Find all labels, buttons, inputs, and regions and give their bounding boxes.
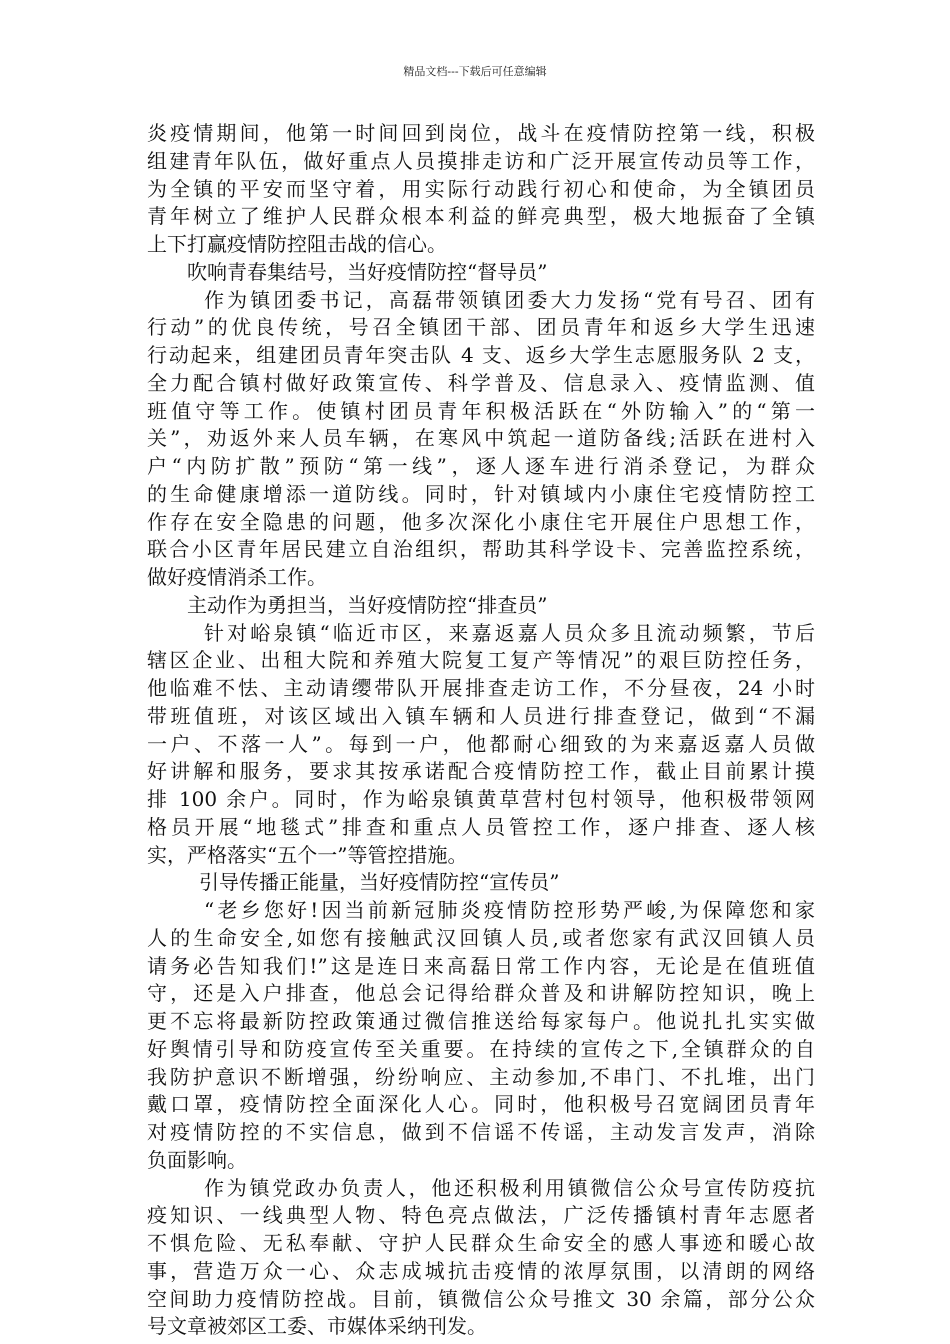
text-line: 格员开展“地毯式”排查和重点人员管控工作，逐户排查、逐人核: [147, 814, 815, 839]
text-line: 户“内防扩散”预防“第一线”，逐人逐车进行消杀登记，为群众: [147, 454, 815, 478]
text-line: 好舆情引导和防疫宣传至关重要。在持续的宣传之下,全镇群众的自: [147, 1036, 815, 1061]
text-line: 一户、不落一人”。每到一户，他都耐心细致的为来嘉返嘉人员做: [147, 731, 815, 756]
text-line: 炎疫情期间，他第一时间回到岗位，战斗在疫情防控第一线，积极: [147, 121, 815, 145]
text-line: 班值守等工作。使镇村团员青年积极活跃在“外防输入”的“第一: [147, 398, 815, 423]
text-line: 主动作为勇担当，当好疫情防控“排查员”: [187, 592, 548, 617]
text-line: 作为镇党政办负责人，他还积极利用镇微信公众号宣传防疫抗: [204, 1175, 815, 1200]
text-line: 青年树立了维护人民群众根本利益的鲜亮典型，极大地振奋了全镇: [147, 204, 815, 229]
text-line: 负面影响。: [147, 1147, 247, 1172]
text-line: 带班值班，对该区域出入镇车辆和人员进行排查登记，做到“不漏: [147, 703, 815, 728]
text-line: 全力配合镇村做好政策宣传、科学普及、信息录入、疫情监测、值: [147, 370, 815, 395]
text-line: 更不忘将最新防控政策通过微信推送给每家每户。他说扎扎实实做: [147, 1009, 815, 1033]
text-line: 不惧危险、无私奉献、守护人民群众生命安全的感人事迹和暖心故: [147, 1231, 815, 1255]
text-line: 号文章被郊区工委、市媒体采纳刊发。: [147, 1314, 487, 1339]
text-line: 辖区企业、出租大院和养殖大院复工复产等情况”的艰巨防控任务，: [147, 648, 815, 673]
text-line: 为全镇的平安而坚守着，用实际行动践行初心和使命，为全镇团员: [147, 176, 815, 201]
text-line: 行动”的优良传统，号召全镇团干部、团员青年和返乡大学生迅速: [147, 315, 815, 340]
text-line: 好讲解和服务，要求其按承诺配合疫情防控工作，截止目前累计摸: [147, 759, 815, 784]
text-line: 吹响青春集结号，当好疫情防控“督导员”: [187, 259, 548, 284]
text-line: 请务必告知我们!”这是连日来高磊日常工作内容，无论是在值班值: [147, 953, 815, 978]
text-line: “老乡您好!因当前新冠肺炎疫情防控形势严峻,为保障您和家: [204, 898, 815, 922]
text-line: 实，严格落实“五个一”等管控措施。: [147, 842, 468, 867]
text-line: 人的生命安全,如您有接触武汉回镇人员,或者您家有武汉回镇人员: [147, 925, 815, 950]
text-line: 疫知识、一线典型人物、特色亮点做法，广泛传播镇村青年志愿者: [147, 1203, 815, 1228]
text-line: 引导传播正能量，当好疫情防控“宣传员”: [199, 870, 560, 895]
text-line: 他临难不怯、主动请缨带队开展排查走访工作，不分昼夜，24 小时: [147, 676, 815, 700]
text-line: 戴口罩，疫情防控全面深化人心。同时，他积极号召宽阔团员青年: [147, 1092, 815, 1117]
text-line: 的生命健康增添一道防线。同时，针对镇域内小康住宅疫情防控工: [147, 481, 815, 506]
text-line: 守，还是入户排查，他总会记得给群众普及和讲解防控知识，晚上: [147, 981, 815, 1006]
text-line: 对疫情防控的不实信息，做到不信谣不传谣，主动发言发声，消除: [147, 1120, 815, 1144]
text-line: 针对峪泉镇“临近市区，来嘉返嘉人员众多且流动频繁，节后: [204, 620, 815, 645]
text-line: 空间助力疫情防控战。目前，镇微信公众号推文 30 余篇，部分公众: [147, 1286, 815, 1311]
document-body: [147, 120, 815, 1341]
text-line: 事，营造万众一心、众志成城抗击疫情的浓厚氛围，以清朗的网络: [147, 1258, 815, 1283]
text-line: 组建青年队伍，做好重点人员摸排走访和广泛开展宣传动员等工作，: [147, 148, 815, 173]
text-line: 我防护意识不断增强，纷纷响应、主动参加,不串门、不扎堆，出门: [147, 1064, 815, 1089]
text-line: 上下打赢疫情防控阻击战的信心。: [147, 232, 447, 256]
text-line: 作为镇团委书记，高磊带领镇团委大力发扬“党有号召、团有: [204, 287, 815, 312]
text-line: 做好疫情消杀工作。: [147, 565, 327, 589]
page-header: 精品文档---下载后可任意编辑: [403, 65, 547, 78]
text-line: 行动起来，组建团员青年突击队 4 支、返乡大学生志愿服务队 2 支，: [147, 343, 815, 367]
text-line: 作存在安全隐患的问题，他多次深化小康住宅开展住户思想工作，: [147, 509, 815, 534]
text-line: 关”，劝返外来人员车辆，在寒风中筑起一道防备线;活跃在进村入: [147, 426, 815, 451]
text-line: 排 100 余户。同时，作为峪泉镇黄草营村包村领导，他积极带领网: [147, 787, 815, 811]
text-line: 联合小区青年居民建立自治组织，帮助其科学设卡、完善监控系统，: [147, 537, 815, 562]
